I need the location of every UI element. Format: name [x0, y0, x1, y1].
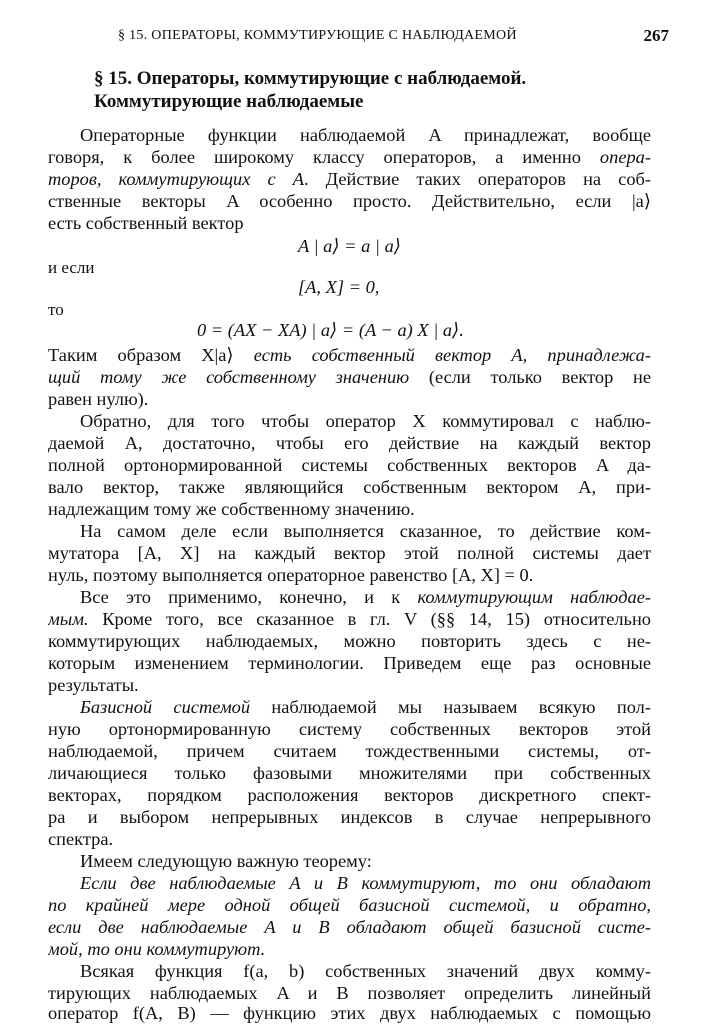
- text-line: нуль, поэтому выполняется операторное равенство [A, X] = 0.: [48, 565, 534, 585]
- text-line: Операторные функции наблюдаемой A принадлежат, вообще: [80, 125, 651, 145]
- text-line: наблюдаемой, причем считаем тождественными системы, от-: [48, 741, 651, 761]
- equation-derivation: 0 = (AX − XA) | a⟩ = (A − a) X | a⟩.: [197, 320, 464, 340]
- theorem-line: мой, то они коммутируют.: [48, 939, 266, 959]
- text-line: которым изменением терминологии. Приведем еще раз основные: [48, 653, 651, 673]
- text-line: Все это применимо, конечно, и к коммутирующим наблюдае-: [80, 587, 651, 607]
- text-line: щий тому же собственному значению (если только вектор не: [48, 367, 651, 387]
- theorem-line: если две наблюдаемые A и B обладают общей базисной систе-: [48, 917, 651, 937]
- section-title: [94, 67, 671, 113]
- text-line: мым. Кроме того, все сказанное в гл. V (§§ 14, 15) относительно: [48, 609, 651, 629]
- text-line: тирующих наблюдаемых A и B позволяет определить линейный: [48, 983, 651, 1003]
- text-line: Имеем следующую важную теорему:: [80, 851, 372, 871]
- text-line: личающиеся только фазовыми множителями при собственных: [48, 763, 651, 783]
- text-line: вало вектор, также являющийся собственным вектором A, при-: [48, 477, 651, 497]
- text-line: Обратно, для того чтобы оператор X коммутировал с наблю-: [80, 411, 651, 431]
- text-line: надлежащим тому же собственному значению.: [48, 499, 415, 519]
- section-title-line-2: Коммутирующие наблюдаемые: [94, 91, 364, 112]
- text-line: мутатора [A, X] на каждый вектор этой полной системы дает: [48, 543, 651, 563]
- text-line: оператор f(A, B) — функцию этих двух наблюдаемых с помощью: [48, 1003, 651, 1023]
- text-line: ра и выбором непрерывных индексов в случае непрерывного: [48, 807, 651, 827]
- text-line: коммутирующих наблюдаемых, можно повторить здесь с не-: [48, 631, 651, 651]
- text-line: даемой A, достаточно, чтобы его действие на каждый вектор: [48, 433, 651, 453]
- text-line: Таким образом X|a⟩ есть собственный вектор A, принадлежа-: [48, 345, 651, 365]
- text-line: равен нулю).: [48, 389, 149, 409]
- text-line: На самом деле если выполняется сказанное, то действие ком-: [80, 521, 651, 541]
- text-line: торов, коммутирующих с A. Действие таких операторов на соб-: [48, 169, 651, 189]
- text-line: Базисной системой наблюдаемой мы называем всякую пол-: [80, 697, 651, 717]
- text-line: Всякая функция f(a, b) собственных значений двух комму-: [80, 961, 651, 981]
- conjunction-and-if: и если: [48, 258, 95, 277]
- theorem-line: по крайней мере одной общей базисной системой, и обратно,: [48, 895, 651, 915]
- page-number: 267: [643, 26, 669, 45]
- text-line: спектра.: [48, 829, 114, 849]
- text-line: векторах, порядком расположения векторов дискретного спект-: [48, 785, 651, 805]
- text-line: ственные векторы A особенно просто. Действительно, если |a⟩: [48, 191, 651, 211]
- text-line: ную ортонормированную систему собственных векторов этой: [48, 719, 651, 739]
- conjunction-then: то: [48, 300, 64, 319]
- equation-eigenvector: A | a⟩ = a | a⟩: [298, 236, 401, 256]
- text-line: полной ортонормированной системы собственных векторов A да-: [48, 455, 651, 475]
- equation-commutator-zero: [A, X] = 0,: [298, 277, 380, 297]
- running-head: § 15. ОПЕРАТОРЫ, КОММУТИРУЮЩИЕ С НАБЛЮДАЕМОЙ: [118, 28, 517, 43]
- text-line: говоря, к более широкому классу операторов, а именно опера-: [48, 147, 651, 167]
- text-line: результаты.: [48, 675, 139, 695]
- text-line: есть собственный вектор: [48, 213, 244, 233]
- section-title-line-1: § 15. Операторы, коммутирующие с наблюдаемой.: [94, 68, 527, 89]
- theorem-line: Если две наблюдаемые A и B коммутируют, то они обладают: [80, 873, 651, 893]
